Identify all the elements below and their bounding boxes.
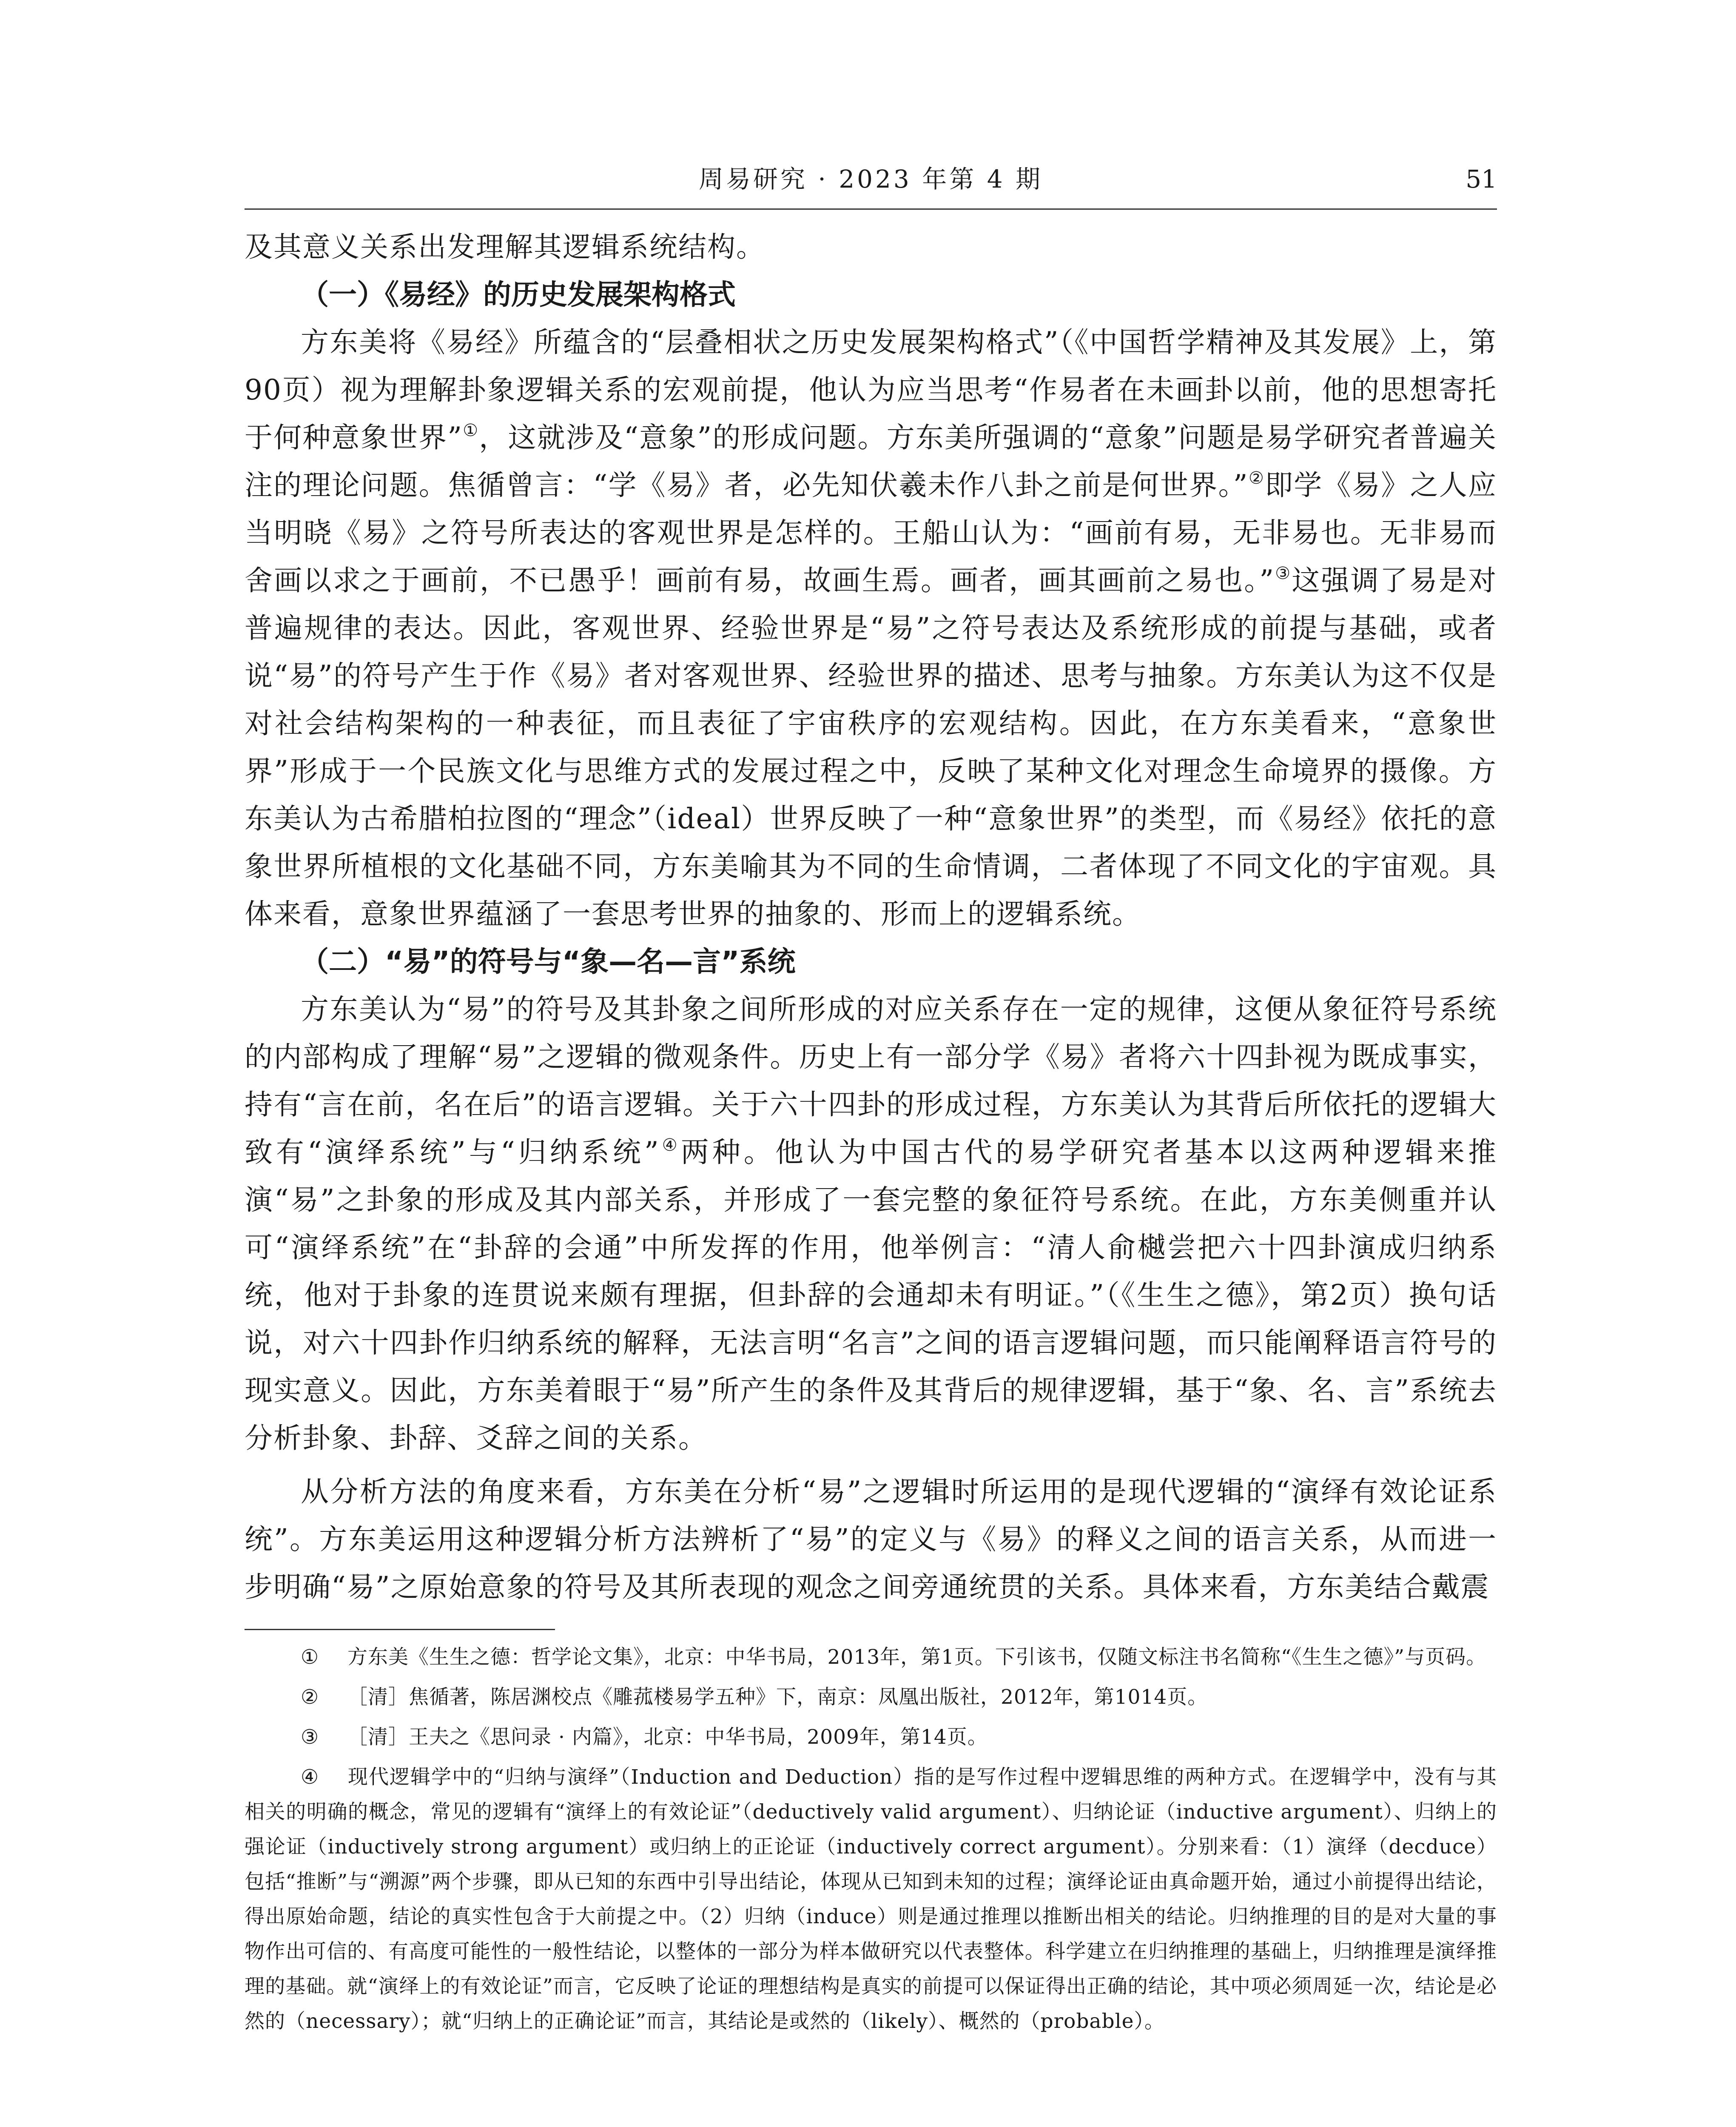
text-run: 从分析方法的角度来看，方东美在分析“易”之逻辑时所运用的是现代逻辑的“演绎有效论证系统”。方东美运用这种逻辑分析方法辨析了“易”的定义与《易》的释义之间的语言关系，从而进一步明确“易”之原始意象的符号及其所表现的观念之间旁通统贯的关系。具体来看，方东美结合戴震 [245, 1475, 1497, 1603]
section-heading [245, 938, 1497, 986]
footnote-text: 方东美《生生之德：哲学论文集》，北京：中华书局，2013年，第1页。下引该书，仅随文标注书名简称“《生生之德》”与页码。 [347, 1645, 1487, 1669]
footnote-ref[interactable]: ④ [659, 1135, 681, 1155]
paragraph [245, 223, 1497, 271]
footnote-ref[interactable]: ③ [1275, 564, 1292, 583]
text-run: 这强调了易是对普遍规律的表达。因此，客观世界、经验世界是“易”之符号表达及系统形成的前提与基础，或者说“易”的符号产生于作《易》者对客观世界、经验世界的描述、思考与抽象。方东美认为这不仅是对社会结构架构的一种表征，而且表征了宇宙秩序的宏观结构。因此，在方东美看来，“意象世界”形成于一个民族文化与思维方式的发展过程之中，反映了某种文化对理念生命境界的摄像。方东美认为古希腊柏拉图的“理念”（ideal）世界反映了一种“意象世界”的类型，而《易经》依托的意象世界所植根的文化基础不同，方东美喻其为不同的生命情调，二者体现了不同文化的宇宙观。具体来看，意象世界蕴涵了一套思考世界的抽象的、形而上的逻辑系统。 [245, 564, 1497, 930]
footnote-number: ① [301, 1645, 319, 1669]
footnote [245, 1720, 1497, 1755]
footnote-text: ［清］焦循著，陈居渊校点《雕菰楼易学五种》下，南京：凤凰出版社，2012年，第1014页。 [347, 1685, 1208, 1709]
header-rule [245, 208, 1497, 210]
text-run: ，这就涉及“意象”的形成问题。方东美所强调的“意象”问题是易学研究者普遍关注的理论问题。焦循曾言：“学《易》者，必先知伏羲未作八卦之前是何世界。” [245, 421, 1497, 502]
footnote-number: ② [301, 1685, 319, 1709]
footnote-rule [245, 1629, 555, 1630]
text-run: （一）《易经》的历史发展架构格式 [301, 278, 736, 311]
text-run: 即学《易》之人应当明晓《易》之符号所表达的客观世界是怎样的。王船山认为：“画前有易，无非易也。无非易而舍画以求之于画前，不已愚乎！画前有易，故画生焉。画者，画其画前之易也。” [245, 469, 1497, 597]
text-run: 两种。他认为中国古代的易学研究者基本以这两种逻辑来推演“易”之卦象的形成及其内部关系，并形成了一套完整的象征符号系统。在此，方东美侧重并认可“演绎系统”在“卦辞的会通”中所发挥的作用，他举例言：“清人俞樾尝把六十四卦演成归纳系统，他对于卦象的连贯说来颇有理据，但卦辞的会通却未有明证。”（《生生之德》，第2页）换句话说，对六十四卦作归纳系统的解释，无法言明“名言”之间的语言逻辑问题，而只能阐释语言符号的现实意义。因此，方东美着眼于“易”所产生的条件及其背后的规律逻辑，基于“象、名、言”系统去分析卦象、卦辞、爻辞之间的关系。 [245, 1136, 1497, 1454]
footnote-number: ③ [301, 1725, 319, 1749]
paragraph [245, 1468, 1497, 1611]
text-run: 方东美认为“易”的符号及其卦象之间所形成的对应关系存在一定的规律，这便从象征符号系统的内部构成了理解“易”之逻辑的微观条件。历史上有一部分学《易》者将六十四卦视为既成事实，持有“言在前，名在后”的语言逻辑。关于六十四卦的形成过程，方东美认为其背后所依托的逻辑大致有“演绎系统”与“归纳系统” [245, 993, 1497, 1169]
footnote [245, 1640, 1497, 1675]
text-run: 方东美将《易经》所蕴含的“层叠相状之历史发展架构格式”（《中国哲学精神及其发展》上，第90页）视为理解卦象逻辑关系的宏观前提，他认为应当思考“作易者在未画卦以前，他的思想寄托于何种意象世界” [245, 326, 1497, 454]
paragraph [245, 986, 1497, 1462]
footnote [245, 1760, 1497, 2039]
section-heading [245, 271, 1497, 319]
paragraph [245, 319, 1497, 938]
journal-title: 周易研究 · 2023 年第 4 期 [698, 165, 1043, 194]
footnote-text: ［清］王夫之《思问录 · 内篇》，北京：中华书局，2009年，第14页。 [347, 1725, 988, 1749]
footnote-text: 现代逻辑学中的“归纳与演绎”（Induction and Deduction）指的是写作过程中逻辑思维的两种方式。在逻辑学中，没有与其相关的明确的概念，常见的逻辑有“演绎上的有效论证”（deductively valid argument）、归纳论证（inductive argument）、归纳上的强论证（inductively strong argument）或归纳上的正论证（inductively correct argument）。分别来看：（1）演绎（decduce）包括“推断”与“溯源”两个步骤，即从已知的东西中引导出结论，体现从已知到未知的过程；演绎论证由真命题开始，通过小前提得出结论，得出原始命题，结论的真实性包含于大前提之中。（2）归纳（induce）则是通过推理以推断出相关的结论。归纳推理的目的是对大量的事物作出可信的、有高度可能性的一般性结论，以整体的一部分为样本做研究以代表整体。科学建立在归纳推理的基础上，归纳推理是演绎推理的基础。就“演绎上的有效论证”而言，它反映了论证的理想结构是真实的前提可以保证得出正确的结论，其中项必须周延一次，结论是必然的（necessary）；就“归纳上的正确论证”而言，其结论是或然的（likely）、概然的（probable）。 [245, 1765, 1497, 2033]
footnote-ref[interactable]: ① [463, 421, 479, 440]
text-run: 及其意义关系出发理解其逻辑系统结构。 [245, 231, 765, 263]
running-header [245, 162, 1497, 197]
footnote-ref[interactable]: ② [1248, 468, 1265, 488]
text-run: （二）“易”的符号与“象—名—言”系统 [301, 945, 796, 978]
footnotes [245, 1640, 1497, 2044]
footnote [245, 1680, 1497, 1715]
main-text [245, 223, 1497, 1611]
footnote-number: ④ [301, 1765, 319, 1789]
page-number: 51 [1466, 165, 1497, 194]
